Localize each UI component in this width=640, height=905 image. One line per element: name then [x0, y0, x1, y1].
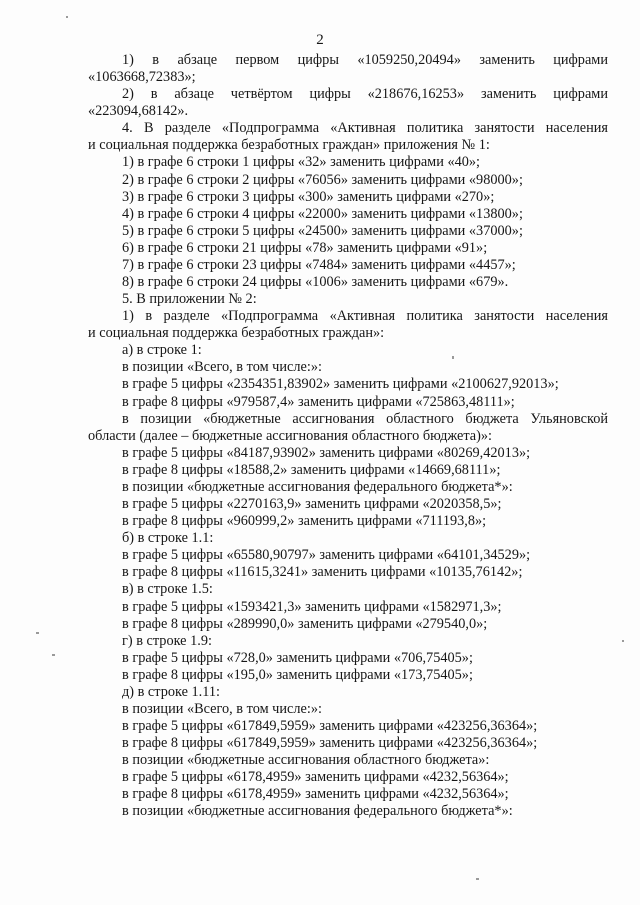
- scan-speck: [66, 16, 68, 18]
- page-number: 2: [316, 32, 324, 48]
- scan-speck: [52, 654, 55, 656]
- text-line: г) в строке 1.9:: [122, 632, 212, 649]
- text-line: в графе 5 цифры «65580,90797» заменить цифрами «64101,34529»;: [122, 547, 531, 564]
- text-line: в графе 5 цифры «84187,93902» заменить цифрами «80269,42013»;: [122, 444, 531, 461]
- text-line: области (далее – бюджетные ассигнования областного бюджета)»:: [88, 427, 493, 444]
- text-line: в графе 8 цифры «979587,4» заменить цифрами «725863,48111»;: [122, 393, 515, 410]
- text-line: в позиции «Всего, в том числе:»:: [122, 359, 322, 376]
- text-line: а) в строке 1:: [122, 342, 202, 359]
- text-line: 3) в графе 6 строки 3 цифры «300» заменить цифрами «270»;: [122, 188, 495, 205]
- scan-speck: [476, 878, 479, 880]
- text-line: в графе 5 цифры «6178,4959» заменить цифрами «4232,56364»;: [122, 769, 509, 786]
- text-line: в графе 8 цифры «289990,0» заменить цифрами «279540,0»;: [122, 615, 488, 632]
- text-line: в графе 8 цифры «18588,2» заменить цифрами «14669,68111»;: [122, 461, 501, 478]
- text-line: в позиции «бюджетные ассигнования областного бюджета Ульяновской: [122, 410, 608, 427]
- text-line: 7) в графе 6 строки 23 цифры «7484» заменить цифрами «4457»;: [122, 256, 516, 273]
- text-line: д) в строке 1.11:: [122, 683, 220, 700]
- text-line: 1) в графе 6 строки 1 цифры «32» заменить цифрами «40»;: [122, 154, 481, 171]
- text-line: в позиции «Всего, в том числе:»:: [122, 700, 322, 717]
- text-line: в графе 8 цифры «6178,4959» заменить цифрами «4232,56364»;: [122, 786, 509, 803]
- text-line: в графе 5 цифры «2270163,9» заменить цифрами «2020358,5»;: [122, 496, 502, 513]
- scan-speck: [452, 356, 454, 359]
- text-line: в позиции «бюджетные ассигнования федерального бюджета*»:: [122, 478, 513, 495]
- text-line: в графе 8 цифры «617849,5959» заменить цифрами «423256,36364»;: [122, 735, 538, 752]
- text-line: в графе 5 цифры «728,0» заменить цифрами «706,75405»;: [122, 649, 473, 666]
- text-line: «223094,68142».: [88, 103, 189, 120]
- text-line: в графе 8 цифры «11615,3241» заменить цифрами «10135,76142»;: [122, 564, 523, 581]
- text-line: 1) в разделе «Подпрограмма «Активная политика занятости населения: [122, 308, 608, 325]
- text-line: в графе 5 цифры «2354351,83902» заменить цифрами «2100627,92013»;: [122, 376, 559, 393]
- text-line: 1) в абзаце первом цифры «1059250,20494» заменить цифрами: [122, 52, 608, 68]
- text-line: 5) в графе 6 строки 5 цифры «24500» заменить цифрами «37000»;: [122, 222, 523, 239]
- text-line: в графе 8 цифры «195,0» заменить цифрами «173,75405»;: [122, 666, 473, 683]
- text-line: б) в строке 1.1:: [122, 530, 214, 547]
- text-line: 2) в абзаце четвёртом цифры «218676,16253» заменить цифрами: [122, 86, 608, 103]
- text-line: в позиции «бюджетные ассигнования федерального бюджета*»:: [122, 803, 513, 820]
- text-line: в) в строке 1.5:: [122, 581, 213, 598]
- scan-speck: [622, 640, 624, 642]
- text-line: и социальная поддержка безработных граждан» приложения № 1:: [88, 137, 490, 154]
- text-line: в графе 5 цифры «1593421,3» заменить цифрами «1582971,3»;: [122, 598, 502, 615]
- text-line: 4. В разделе «Подпрограмма «Активная политика занятости населения: [122, 120, 608, 137]
- document-body: [88, 52, 608, 821]
- text-line: в графе 5 цифры «617849,5959» заменить цифрами «423256,36364»;: [122, 718, 538, 735]
- text-line: 6) в графе 6 строки 21 цифры «78» заменить цифрами «91»;: [122, 239, 488, 256]
- text-line: 8) в графе 6 строки 24 цифры «1006» заменить цифрами «679».: [122, 274, 509, 291]
- text-line: 2) в графе 6 строки 2 цифры «76056» заменить цифрами «98000»;: [122, 171, 523, 188]
- text-line: в графе 8 цифры «960999,2» заменить цифрами «711193,8»;: [122, 513, 487, 530]
- scan-speck: [36, 632, 39, 634]
- text-line: 5. В приложении № 2:: [122, 291, 257, 308]
- text-line: 4) в графе 6 строки 4 цифры «22000» заменить цифрами «13800»;: [122, 205, 523, 222]
- text-line: в позиции «бюджетные ассигнования областного бюджета»:: [122, 752, 490, 769]
- text-line: «1063668,72383»;: [88, 69, 196, 86]
- text-line: и социальная поддержка безработных граждан»:: [88, 325, 385, 342]
